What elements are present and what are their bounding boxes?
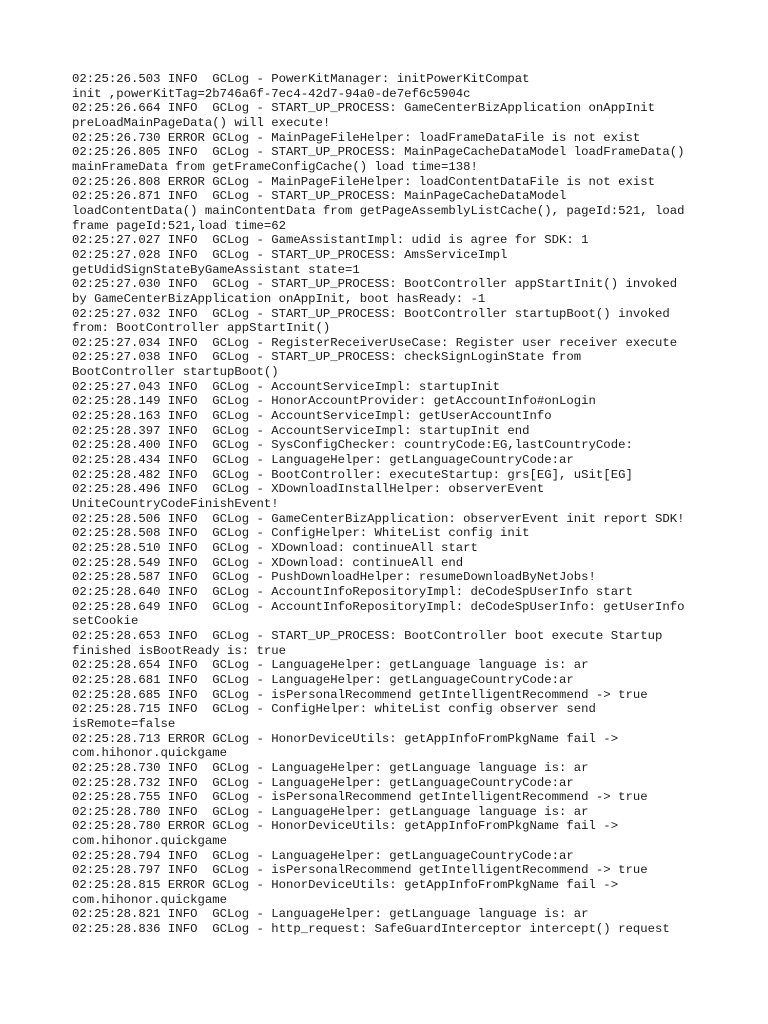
log-line: by GameCenterBizApplication onAppInit, boot hasReady: -1 <box>72 291 486 306</box>
log-line: 02:25:28.780 INFO GCLog - LanguageHelper: getLanguage language is: ar <box>72 804 589 819</box>
log-line: 02:25:28.397 INFO GCLog - AccountServiceImpl: startupInit end <box>72 423 530 438</box>
log-line: 02:25:28.400 INFO GCLog - SysConfigChecker: countryCode:EG,lastCountryCode: <box>72 438 633 453</box>
log-line: 02:25:28.713 ERROR GCLog - HonorDeviceUtils: getAppInfoFromPkgName fail -> <box>72 731 619 746</box>
log-line: 02:25:28.640 INFO GCLog - AccountInfoRepositoryImpl: deCodeSpUserInfo start <box>72 584 633 599</box>
log-line: 02:25:27.027 INFO GCLog - GameAssistantImpl: udid is agree for SDK: 1 <box>72 233 589 248</box>
log-line: 02:25:26.730 ERROR GCLog - MainPageFileHelper: loadFrameDataFile is not exist <box>72 130 641 145</box>
log-line: 02:25:28.821 INFO GCLog - LanguageHelper: getLanguage language is: ar <box>72 907 589 922</box>
log-line: 02:25:28.149 INFO GCLog - HonorAccountProvider: getAccountInfo#onLogin <box>72 394 596 409</box>
log-line: 02:25:26.503 INFO GCLog - PowerKitManager: initPowerKitCompat <box>72 72 530 86</box>
log-line: 02:25:28.653 INFO GCLog - START_UP_PROCESS: BootController boot execute Startup <box>72 628 663 643</box>
log-line: 02:25:26.871 INFO GCLog - START_UP_PROCESS: MainPageCacheDataModel <box>72 189 567 204</box>
log-line: 02:25:28.506 INFO GCLog - GameCenterBizApplication: observerEvent init report SDK! <box>72 511 685 526</box>
log-line: 02:25:28.549 INFO GCLog - XDownload: continueAll end <box>72 555 464 570</box>
log-line: 02:25:27.043 INFO GCLog - AccountServiceImpl: startupInit <box>72 379 501 394</box>
log-line: 02:25:27.034 INFO GCLog - RegisterReceiverUseCase: Register user receiver execute <box>72 335 678 350</box>
log-line: preLoadMainPageData() will execute! <box>72 115 331 130</box>
log-line: frame pageId:521,load time=62 <box>72 218 287 233</box>
log-line: 02:25:28.815 ERROR GCLog - HonorDeviceUtils: getAppInfoFromPkgName fail -> <box>72 878 619 893</box>
log-line: 02:25:28.510 INFO GCLog - XDownload: continueAll start <box>72 541 478 555</box>
log-line: finished isBootReady is: true <box>72 643 287 658</box>
log-line: 02:25:26.808 ERROR GCLog - MainPageFileHelper: loadContentDataFile is not exist <box>72 174 655 189</box>
log-line: 02:25:28.732 INFO GCLog - LanguageHelper: getLanguageCountryCode:ar <box>72 775 574 790</box>
log-line: 02:25:28.755 INFO GCLog - isPersonalRecommend getIntelligentRecommend -> true <box>72 790 648 805</box>
log-line: 02:25:27.030 INFO GCLog - START_UP_PROCESS: BootController appStartInit() invoked <box>72 277 678 292</box>
log-line: 02:25:27.038 INFO GCLog - START_UP_PROCESS: checkSignLoginState from <box>72 350 582 365</box>
log-line: 02:25:28.794 INFO GCLog - LanguageHelper: getLanguageCountryCode:ar <box>72 848 574 863</box>
log-line: init ,powerKitTag=2b746a6f-7ec4-42d7-94a0-de7ef6c5904c <box>72 86 471 101</box>
log-line: com.hihonor.quickgame <box>72 834 227 849</box>
log-line: 02:25:27.028 INFO GCLog - START_UP_PROCESS: AmsServiceImpl <box>72 247 508 262</box>
log-line: 02:25:28.685 INFO GCLog - isPersonalRecommend getIntelligentRecommend -> true <box>72 687 648 702</box>
log-line: 02:25:28.681 INFO GCLog - LanguageHelper: getLanguageCountryCode:ar <box>72 672 574 687</box>
log-document <box>72 72 702 937</box>
log-line: 02:25:28.797 INFO GCLog - isPersonalRecommend getIntelligentRecommend -> true <box>72 863 648 878</box>
log-line: 02:25:28.730 INFO GCLog - LanguageHelper: getLanguage language is: ar <box>72 760 589 775</box>
log-line: isRemote=false <box>72 716 176 731</box>
log-line: 02:25:28.649 INFO GCLog - AccountInfoRepositoryImpl: deCodeSpUserInfo: getUserInfo <box>72 599 685 614</box>
log-line: com.hihonor.quickgame <box>72 746 227 761</box>
log-line: UniteCountryCodeFinishEvent! <box>72 497 279 512</box>
log-line: 02:25:28.508 INFO GCLog - ConfigHelper: WhiteList config init <box>72 526 530 541</box>
log-line: com.hihonor.quickgame <box>72 892 227 907</box>
log-line: 02:25:28.496 INFO GCLog - XDownloadInstallHelper: observerEvent <box>72 482 545 497</box>
log-line: 02:25:28.654 INFO GCLog - LanguageHelper: getLanguage language is: ar <box>72 658 589 673</box>
log-line: mainFrameData from getFrameConfigCache() load time=138! <box>72 159 478 174</box>
log-line: 02:25:28.836 INFO GCLog - http_request: SafeGuardInterceptor intercept() request <box>72 922 670 937</box>
log-line: 02:25:27.032 INFO GCLog - START_UP_PROCESS: BootController startupBoot() invoked <box>72 306 670 321</box>
log-line: 02:25:26.664 INFO GCLog - START_UP_PROCESS: GameCenterBizApplication onAppInit <box>72 101 655 116</box>
log-line: 02:25:28.434 INFO GCLog - LanguageHelper: getLanguageCountryCode:ar <box>72 453 574 468</box>
log-line: loadContentData() mainContentData from getPageAssemblyListCache(), pageId:521, load <box>72 203 685 218</box>
log-line: 02:25:28.482 INFO GCLog - BootController: executeStartup: grs[EG], uSit[EG] <box>72 467 633 482</box>
log-line: setCookie <box>72 614 139 629</box>
log-line: 02:25:28.780 ERROR GCLog - HonorDeviceUtils: getAppInfoFromPkgName fail -> <box>72 819 619 834</box>
log-line: 02:25:26.805 INFO GCLog - START_UP_PROCESS: MainPageCacheDataModel loadFrameData() <box>72 145 685 160</box>
log-line: 02:25:28.715 INFO GCLog - ConfigHelper: whiteList config observer send <box>72 702 596 717</box>
log-line: 02:25:28.587 INFO GCLog - PushDownloadHelper: resumeDownloadByNetJobs! <box>72 570 596 585</box>
log-line: from: BootController appStartInit() <box>72 321 331 336</box>
log-line: getUdidSignStateByGameAssistant state=1 <box>72 262 360 277</box>
log-line: BootController startupBoot() <box>72 365 279 380</box>
log-line: 02:25:28.163 INFO GCLog - AccountServiceImpl: getUserAccountInfo <box>72 409 552 424</box>
